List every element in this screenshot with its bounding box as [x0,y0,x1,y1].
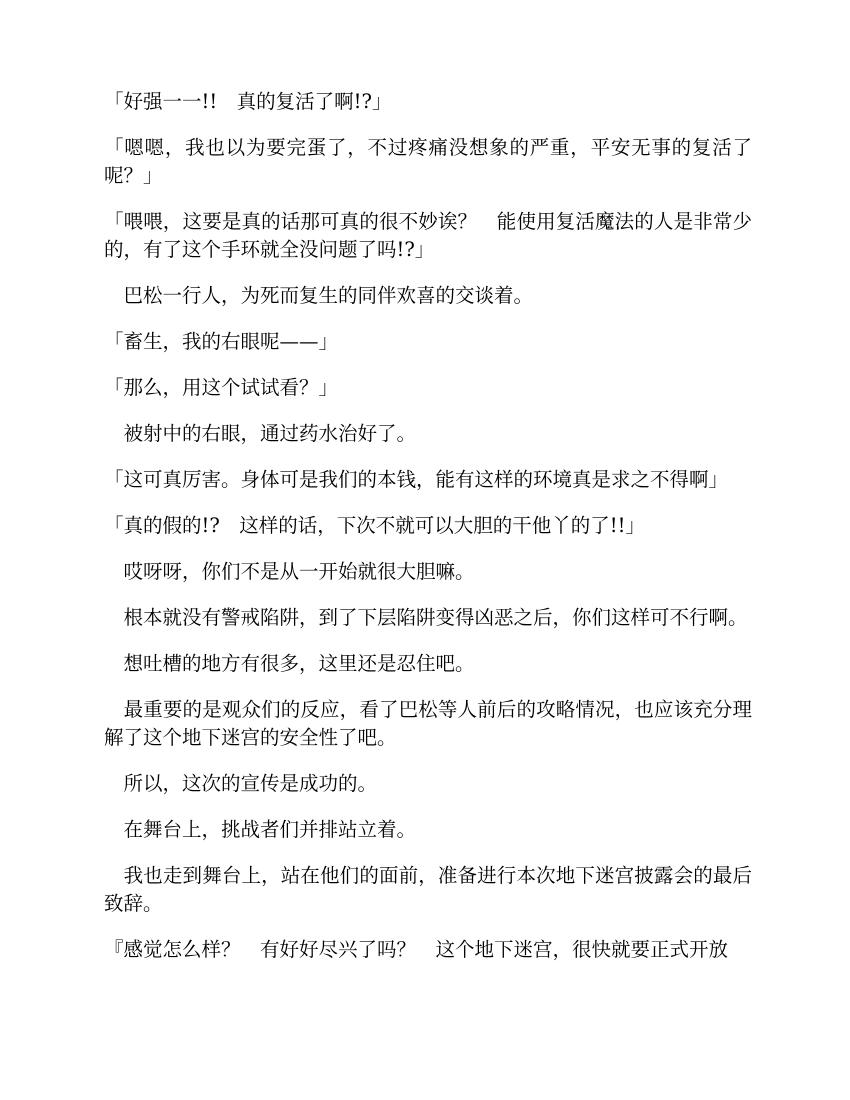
paragraph: 被射中的右眼，通过药水治好了。 [104,422,417,445]
paragraph: 所以，这次的宣传是成功的。 [104,772,378,795]
paragraph: 哎呀呀，你们不是从一开始就很大胆嘛。 [104,560,475,583]
paragraph: 「真的假的!? 这样的话，下次不就可以大胆的干他丫的了!!」 [104,514,645,537]
paragraph: 「畜生，我的右眼呢——」 [104,330,339,353]
paragraph: 「嗯嗯，我也以为要完蛋了，不过疼痛没想象的严重，平安无事的复活了呢？」 [104,136,752,187]
paragraph: 巴松一行人，为死而复生的同伴欢喜的交谈着。 [104,284,534,307]
paragraph: 根本就没有警戒陷阱，到了下层陷阱变得凶恶之后，你们这样可不行啊。 [104,606,748,629]
paragraph: 「那么，用这个试试看？」 [104,376,339,399]
paragraph: 最重要的是观众们的反应，看了巴松等人前后的攻略情况，也应该充分理解了这个地下迷宫的安全性了吧。 [104,698,752,749]
paragraph: 「这可真厉害。身体可是我们的本钱，能有这样的环境真是求之不得啊」 [104,468,729,491]
paragraph: 『感觉怎么样？ 有好好尽兴了吗？ 这个地下迷宫，很快就要正式开放 [104,938,729,961]
paragraph: 「喂喂，这要是真的话那可真的很不妙诶？ 能使用复活魔法的人是非常少的，有了这个手环就全没问题了吗!?」 [104,210,752,261]
paragraph: 我也走到舞台上，站在他们的面前，准备进行本次地下迷宫披露会的最后致辞。 [104,864,752,915]
paragraph: 「好强一一!! 真的复活了啊!?」 [104,90,392,113]
paragraph: 在舞台上，挑战者们并排站立着。 [104,818,417,841]
document-body [104,88,752,982]
paragraph: 想吐槽的地方有很多，这里还是忍住吧。 [104,652,475,675]
